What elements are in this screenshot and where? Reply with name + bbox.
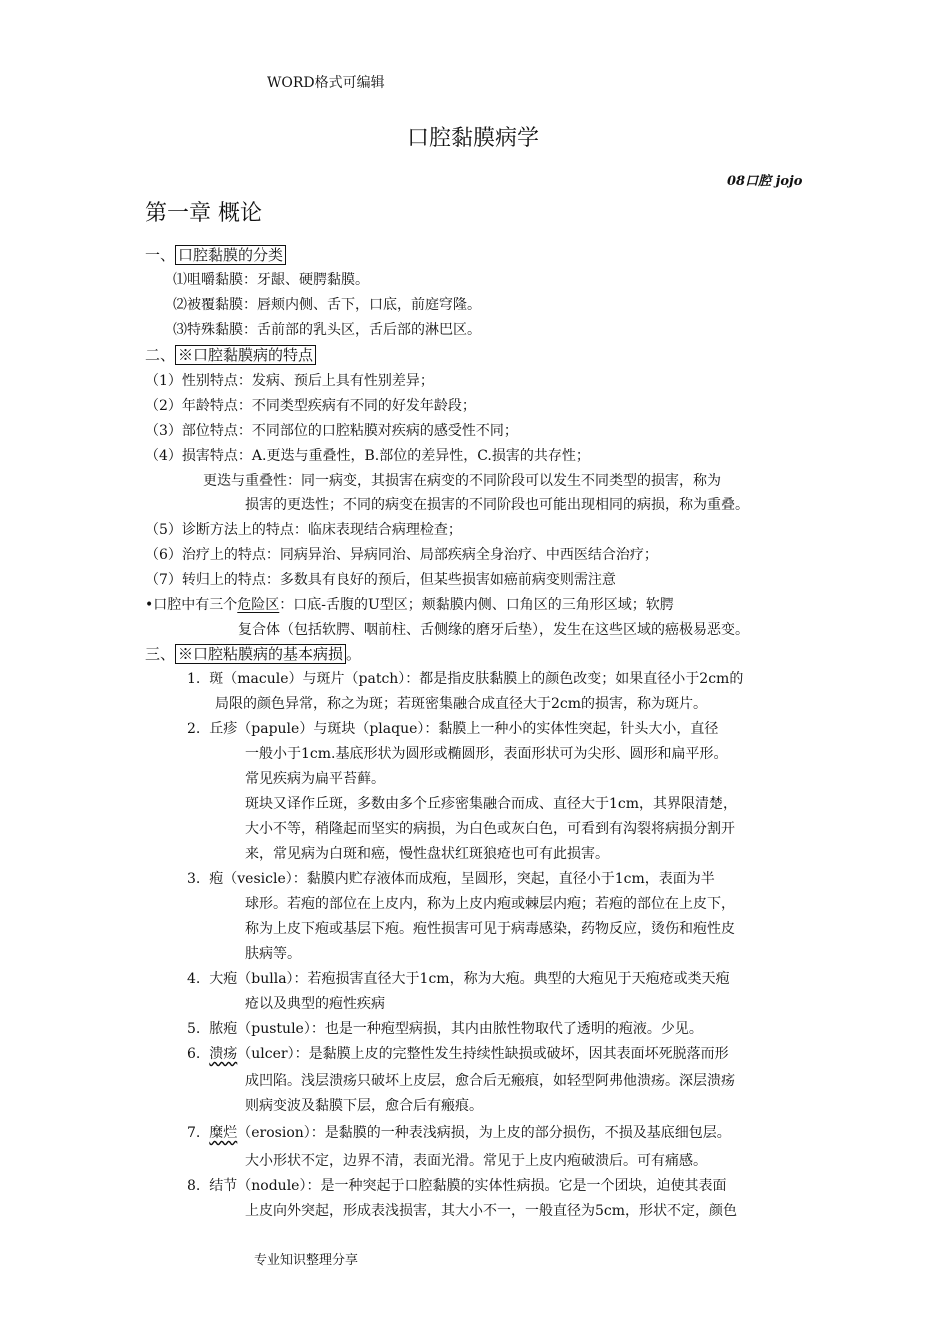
lesion-continuation: 局限的颜色异常，称之为斑；若斑密集融合成直径大于2cm的损害，称为斑片。 (215, 696, 708, 712)
author-label: 08口腔 jojo (727, 174, 803, 189)
document-footer: 专业知识整理分享 (254, 1253, 359, 1268)
list-item: （7）转归上的特点：多数具有良好的预后，但某些损害如癌前病变则需注意 (145, 572, 616, 588)
lesion-continuation: 称为上皮下疱或基层下疱。疱性损害可见于病毒感染，药物反应，烫伤和疱性皮 (245, 921, 735, 937)
item-number: 7. (187, 1125, 201, 1141)
section-number: 三、 (145, 645, 176, 663)
lesion-continuation: 疮以及典型的疱性疾病 (245, 996, 385, 1012)
page-title: 口腔黏膜病学 (407, 126, 540, 151)
lesion-continuation: 肤病等。 (245, 946, 301, 962)
item-number: 5. (187, 1021, 201, 1037)
item-text: （ulcer）：是黏膜上皮的完整性发生持续性缺损或破坏，因其表面坏死脱落而形 (237, 1046, 729, 1062)
list-item: ⑵被覆黏膜：唇颊内侧、舌下，口底，前庭穹隆。 (173, 297, 481, 313)
item-number: 8. (187, 1178, 201, 1194)
section-title-boxed: ※口腔黏膜病的特点 (175, 345, 316, 365)
lesion-item (187, 968, 730, 988)
document-header: WORD格式可编辑 (267, 75, 385, 91)
list-item: （5）诊断方法上的特点：临床表现结合病理检查； (145, 522, 462, 538)
list-item: （6）治疗上的特点：同病异治、异病同治、局部疾病全身治疗、中西医结合治疗； (145, 547, 658, 563)
lesion-continuation: 上皮向外突起，形成表浅损害，其大小不一，一般直径为5cm，形状不定，颜色 (245, 1203, 738, 1219)
lesion-item (187, 868, 715, 888)
item-text: 丘疹（papule）与斑块（plaque）：黏膜上一种小的实体性突起，针头大小，直径 (209, 721, 719, 737)
list-item: （1）性别特点：发病、预后上具有性别差异； (145, 373, 434, 389)
item-text: （erosion）：是黏膜的一种表浅病损，为上皮的部分损伤，不损及基底细包层。 (237, 1125, 731, 1141)
lesion-item (187, 718, 718, 738)
section-heading-classification (145, 244, 286, 265)
list-item: （2）年龄特点：不同类型疾病有不同的好发年龄段； (145, 398, 476, 414)
item-number: 2. (187, 721, 201, 737)
item-number: 4. (187, 971, 201, 987)
lesion-continuation: 成凹陷。浅层溃疡只破坏上皮层，愈合后无瘢痕，如轻型阿弗他溃疡。深层溃疡 (245, 1073, 735, 1089)
lesion-continuation: 斑块又译作丘斑，多数由多个丘疹密集融合而成、直径大于1cm，其界限清楚， (245, 796, 738, 812)
section-heading-features (145, 344, 316, 365)
note-line: 复合体（包括软腭、咽前柱、舌侧缘的磨牙后垫），发生在这些区域的癌极易恶变。 (238, 622, 749, 638)
lesion-term-ulcer: 溃疡 (209, 1046, 238, 1062)
lesion-continuation: 大小不等，稍隆起而坚实的病损，为白色或灰白色，可看到有沟裂将病损分割开 (245, 821, 735, 837)
lesion-item (187, 668, 743, 688)
item-text: 斑（macule）与斑片（patch）：都是指皮肤黏膜上的颜色改变；如果直径小于2cm的 (209, 671, 744, 687)
lesion-item (187, 1175, 726, 1195)
section-number: 二、 (145, 346, 176, 364)
item-text: 大疱（bulla）：若疱损害直径大于1cm，称为大疱。典型的大疱见于天疱疮或类天疱 (209, 971, 730, 987)
item-text: 疱（vesicle）：黏膜内贮存液体而成疱，呈圆形，突起，直径小于1cm，表面为半 (209, 871, 715, 887)
lesion-continuation: 则病变波及黏膜下层，愈合后有瘢痕。 (245, 1098, 483, 1114)
list-item: （4）损害特点：A.更迭与重叠性，B.部位的差异性，C.损害的共存性； (145, 448, 590, 464)
section-number: 一、 (145, 246, 176, 264)
item-number: 3. (187, 871, 201, 887)
heading-suffix: 。 (346, 645, 362, 663)
danger-zone-term: 危险区 (237, 597, 280, 613)
item-text: 脓疱（pustule）：也是一种疱型病损，其内由脓性物取代了透明的疱液。少见。 (209, 1021, 703, 1037)
section-title-boxed: ※口腔粘膜病的基本病损 (175, 644, 346, 664)
section-title-boxed: 口腔黏膜的分类 (175, 245, 286, 265)
lesion-continuation: 来，常见病为白斑和癌，慢性盘状红斑狼疮也可有此损害。 (245, 846, 609, 862)
section-heading-basic-lesions (145, 643, 361, 664)
list-item: （3）部位特点：不同部位的口腔粘膜对疾病的感受性不同； (145, 423, 518, 439)
bullet-text: ：口底-舌腹的U型区；颊黏膜内侧、口角区的三角形区域；软腭 (279, 597, 674, 613)
danger-zone-note (145, 594, 674, 614)
item-number: 1. (187, 671, 201, 687)
note-line: 损害的更迭性；不同的病变在损害的不同阶段也可能出现相同的病损，称为重叠。 (245, 497, 749, 513)
item-number: 6. (187, 1046, 201, 1062)
lesion-continuation: 球形。若疱的部位在上皮内，称为上皮内疱或棘层内疱；若疱的部位在上皮下， (245, 896, 735, 912)
lesion-continuation: 常见疾病为扁平苔藓。 (245, 771, 385, 787)
chapter-heading: 第一章 概论 (145, 201, 262, 226)
lesion-continuation: 大小形状不定，边界不清，表面光滑。常见于上皮内疱破溃后。可有痛感。 (245, 1153, 707, 1169)
bullet-prefix: •口腔中有三个 (145, 597, 238, 613)
item-text: 结节（nodule）：是一种突起于口腔黏膜的实体性病损。它是一个团块，迫使其表面 (209, 1178, 727, 1194)
lesion-item (187, 1122, 731, 1142)
lesion-term-erosion: 糜烂 (209, 1125, 238, 1141)
lesion-item (187, 1018, 703, 1038)
lesion-continuation: 一般小于1cm.基底形状为圆形或椭圆形，表面形状可为尖形、圆形和扁平形。 (245, 746, 728, 762)
lesion-item (187, 1043, 729, 1063)
note-line: 更迭与重叠性：同一病变，其损害在病变的不同阶段可以发生不同类型的损害，称为 (203, 473, 721, 489)
list-item: ⑶特殊黏膜：舌前部的乳头区，舌后部的淋巴区。 (173, 322, 481, 338)
list-item: ⑴咀嚼黏膜：牙龈、硬腭黏膜。 (173, 272, 369, 288)
